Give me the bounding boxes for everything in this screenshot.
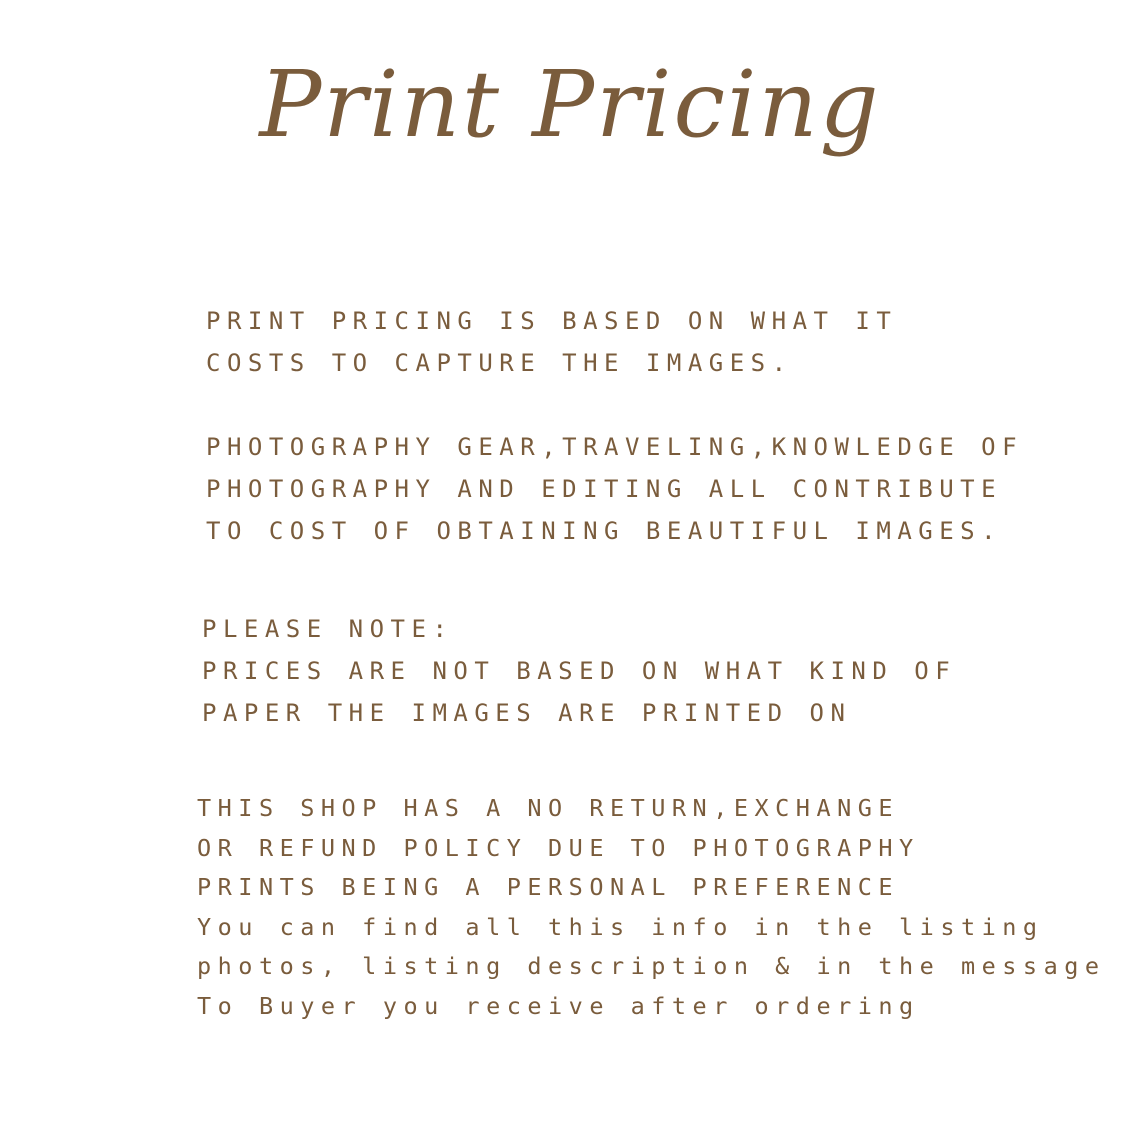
text-line: COSTS TO CAPTURE THE IMAGES. [206, 349, 793, 377]
text-line: PAPER THE IMAGES ARE PRINTED ON [202, 699, 852, 727]
text-line: To Buyer you receive after ordering [197, 991, 920, 1020]
text-line: PRINTS BEING A PERSONAL PREFERENCE [197, 873, 900, 901]
text-line: You can find all this info in the listing [197, 912, 1044, 941]
text-line: PRICES ARE NOT BASED ON WHAT KIND OF [202, 657, 957, 685]
text-line: PLEASE NOTE: [202, 615, 454, 643]
text-line: OR REFUND POLICY DUE TO PHOTOGRAPHY [197, 833, 920, 862]
cost-factors-paragraph [206, 426, 1023, 552]
page-title: Print Pricing [259, 51, 881, 158]
pricing-basis-paragraph [206, 300, 897, 384]
please-note-paragraph [202, 608, 956, 734]
text-line: PRINT PRICING IS BASED ON WHAT IT [206, 307, 898, 335]
text-line: TO COST OF OBTAINING BEAUTIFUL IMAGES. [206, 517, 1003, 545]
text-line: PHOTOGRAPHY GEAR,TRAVELING,KNOWLEDGE OF [206, 433, 1024, 461]
text-line: THIS SHOP HAS A NO RETURN,EXCHANGE [197, 794, 900, 822]
return-policy-paragraph [197, 789, 1106, 1026]
text-line: photos, listing description & in the message [197, 952, 1106, 980]
text-line: PHOTOGRAPHY AND EDITING ALL CONTRIBUTE [206, 475, 1003, 503]
